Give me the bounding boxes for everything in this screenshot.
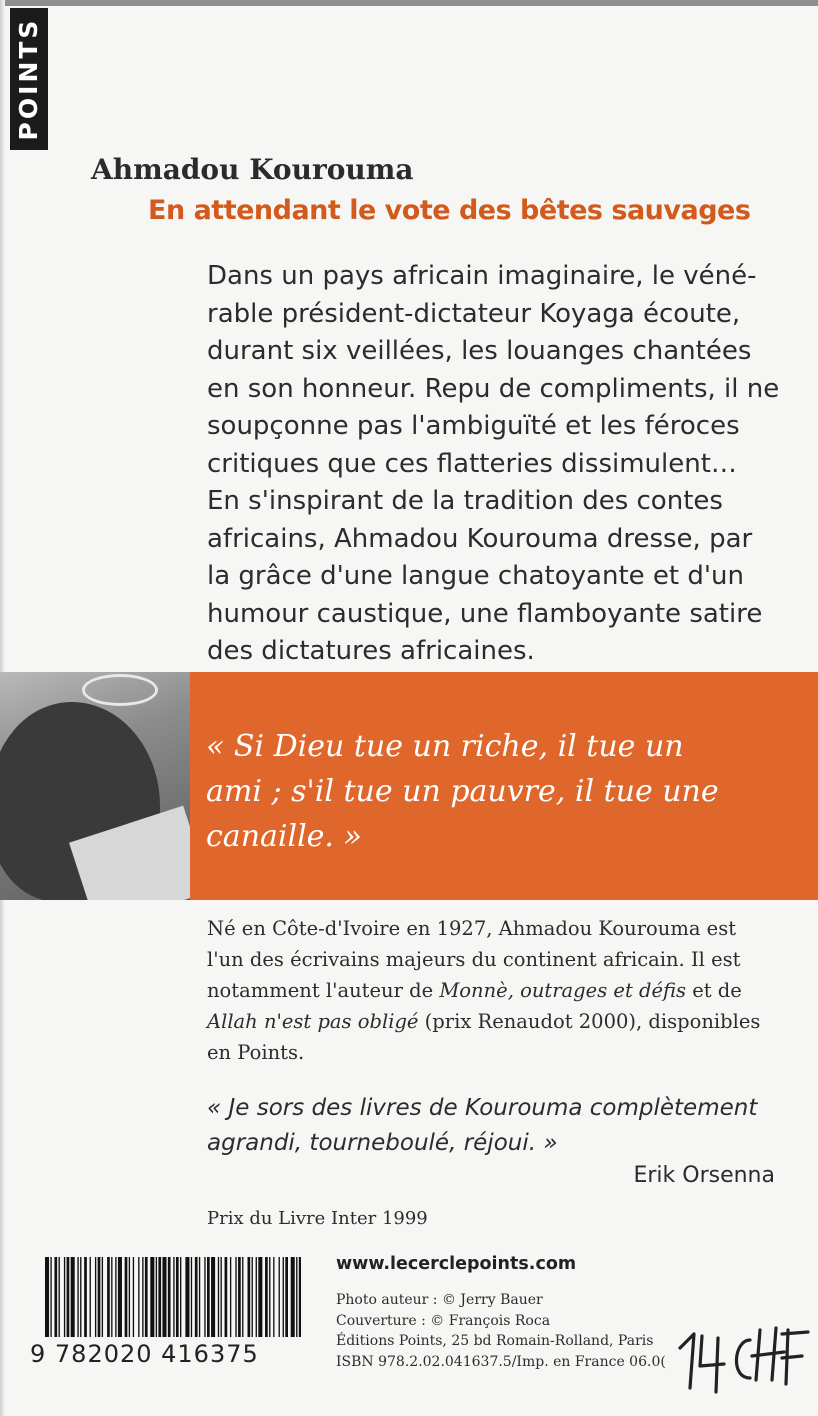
barcode-bar [95,1257,96,1337]
barcode-bar [50,1257,51,1337]
barcode-bar [162,1257,166,1337]
credit-line: ISBN 978.2.02.041637.5/Imp. en France 06.0( [336,1353,666,1370]
barcode [45,1257,301,1337]
review-author: Erik Orsenna [633,1163,775,1188]
quote-line: « Si Dieu tue un riche, il tue un [206,729,684,764]
barcode-bar [218,1257,219,1337]
barcode-bar [54,1257,57,1337]
bio-line: Né en Côte-d'Ivoire en 1927, Ahmadou Kourouma est [207,917,737,940]
author-bio [207,913,775,1068]
bio-line [207,1006,775,1037]
barcode-bar [84,1257,87,1337]
barcode-bar [265,1257,268,1337]
book-title-allah: Allah n'est pas obligé [207,1010,419,1033]
barcode-bar [204,1257,205,1337]
barcode-bar [118,1257,122,1337]
barcode-bar [115,1257,116,1337]
bio-text: notamment l'auteur de [207,979,440,1002]
prize-note: Prix du Livre Inter 1999 [207,1208,428,1229]
review-quote-line: agrandi, tourneboulé, réjoui. » [207,1130,558,1156]
summary-line: En s'inspirant de la tradition des contes [207,486,723,516]
barcode-bar [211,1257,215,1337]
quote-band [0,672,818,900]
barcode-bar [185,1257,189,1337]
book-title-monne: Monnè, outrages et défis [439,979,687,1002]
barcode-bar [145,1257,148,1337]
quote-panel [190,672,818,900]
credit-line: Photo auteur : © Jerry Bauer [336,1292,543,1308]
barcode-bar [102,1257,103,1337]
summary-line: rable président-dictateur Koyaga écoute, [207,298,741,329]
barcode-bar [207,1257,210,1337]
barcode-bar [64,1257,65,1337]
top-edge [0,0,818,6]
barcode-bar [242,1257,243,1337]
barcode-bar [269,1257,270,1337]
barcode-bar [156,1257,157,1337]
barcode-bar [248,1257,251,1337]
barcode-bar [77,1257,78,1337]
barcode-bar [291,1257,295,1337]
barcode-bar [150,1257,154,1337]
book-title: En attendant le vote des bêtes sauvages [148,195,751,226]
handwritten-price [672,1318,812,1398]
barcode-bar [45,1257,49,1337]
summary-line: critiques que ces flatteries dissimulent… [207,448,737,479]
credit-line: Couverture : © François Roca [336,1312,551,1329]
sunglasses-shape [82,674,158,706]
author-quote [206,724,806,859]
publisher-website: www.lecerclepoints.com [336,1254,577,1274]
summary-line: africains, Ahmadou Kourouma dresse, par [207,523,753,554]
bio-line [207,975,775,1006]
barcode-bar [230,1257,231,1337]
points-logo-text: POINTS [14,17,43,141]
barcode-bar [235,1257,236,1337]
summary-line: durant six veillées, les louanges chantées [207,336,752,366]
quote-line: canaille. » [206,819,362,854]
review-quote-line: « Je sors des livres de Kourouma complètement [207,1095,758,1121]
summary-text [207,258,780,671]
barcode-bar [80,1257,81,1337]
barcode-bar [138,1257,139,1337]
barcode-bar [191,1257,192,1337]
barcode-bar [299,1257,301,1337]
barcode-bar [173,1257,174,1337]
barcode-bar [256,1257,257,1337]
barcode-bar [285,1257,288,1337]
barcode-bar [176,1257,179,1337]
summary-line: des dictatures africaines. [207,636,535,666]
bio-text: et de [686,979,742,1002]
bio-line: en Points. [207,1041,305,1064]
review-quote [207,1091,775,1161]
barcode-bar [283,1257,284,1337]
summary-line: la grâce d'une langue chatoyante et d'un [207,561,744,591]
author-name: Ahmadou Kourouma [91,153,414,186]
barcode-bar [225,1257,228,1337]
barcode-bar [221,1257,222,1337]
barcode-bar [90,1257,91,1337]
barcode-bar [258,1257,262,1337]
barcode-bar [67,1257,70,1337]
summary-line: Dans un pays africain imaginaire, le véné- [207,261,757,291]
barcode-bar [111,1257,112,1337]
barcode-bar [168,1257,171,1337]
barcode-bar [107,1257,110,1337]
credit-line: Éditions Points, 25 bd Romain-Rolland, Paris [336,1333,654,1349]
barcode-bar [296,1257,297,1337]
bio-line: l'un des écrivains majeurs du continent africain. Il est [207,948,741,971]
barcode-bar [125,1257,128,1337]
barcode-bar [59,1257,60,1337]
points-logo [10,8,48,150]
bio-text: (prix Renaudot 2000), disponibles [418,1010,761,1033]
barcode-bar [195,1257,198,1337]
barcode-bar [133,1257,134,1337]
barcode-digits: 9 782020 416375 [30,1340,259,1368]
summary-line: en son honneur. Repu de compliments, il ne [207,373,780,404]
barcode-bar [158,1257,161,1337]
barcode-bar [129,1257,130,1337]
barcode-bar [98,1257,101,1337]
barcode-bar [273,1257,274,1337]
summary-line: soupçonne pas l'ambiguïté et les féroces [207,411,740,441]
barcode-bar [199,1257,200,1337]
barcode-bar [142,1257,143,1337]
barcode-bar [71,1257,75,1337]
quote-line: ami ; s'il tue un pauvre, il tue une [206,774,719,809]
credits-block [336,1290,666,1372]
summary-line: humour caustique, une flamboyante satire [207,598,763,629]
barcode-bar [279,1257,280,1337]
author-photo [0,672,190,900]
barcode-bar [180,1257,181,1337]
barcode-bar [238,1257,241,1337]
barcode-bar [252,1257,253,1337]
